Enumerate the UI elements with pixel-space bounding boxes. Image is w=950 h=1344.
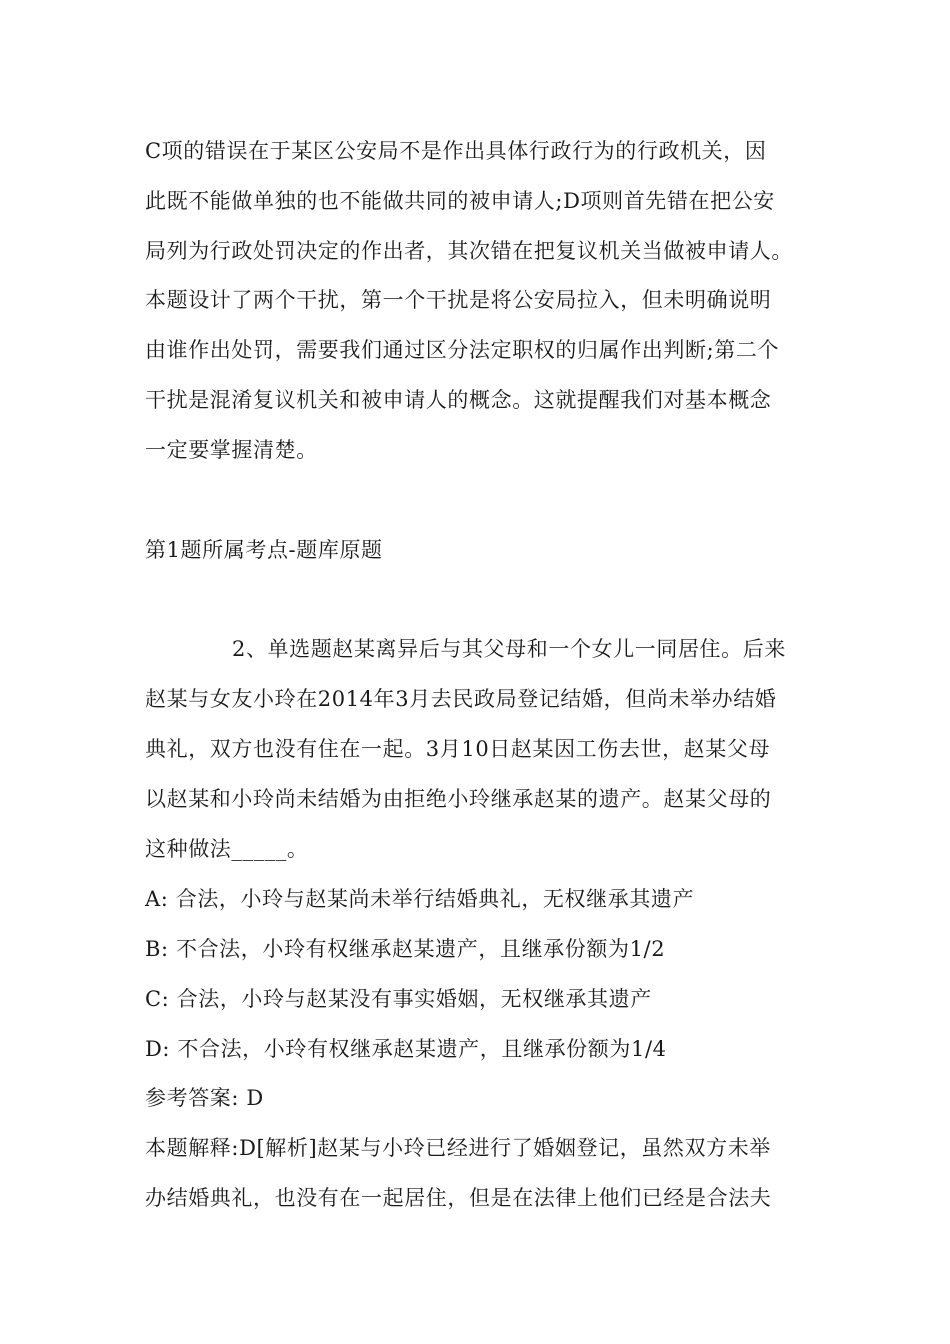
- question-stem-line: 典礼，双方也没有住在一起。3月10日赵某因工伤去世，赵某父母: [145, 737, 771, 761]
- paragraph-line: 局列为行政处罚决定的作出者，其次错在把复议机关当做被申请人。: [145, 239, 793, 263]
- paragraph-line: 由谁作出处罚，需要我们通过区分法定职权的归属作出判断;第二个: [145, 338, 780, 362]
- reference-answer: 参考答案: D: [145, 1086, 264, 1110]
- paragraph-line: 干扰是混淆复议机关和被申请人的概念。这就提醒我们对基本概念: [145, 388, 772, 412]
- paragraph-line: C项的错误在于某区公安局不是作出具体行政行为的行政机关，因: [145, 139, 767, 163]
- question-stem-line: 赵某与女友小玲在2014年3月去民政局登记结婚，但尚未举办结婚: [145, 687, 777, 711]
- knowledge-point-heading: 第1题所属考点-题库原题: [145, 538, 383, 562]
- option-b: B: 不合法，小玲有权继承赵某遗产，且继承份额为1/2: [145, 937, 666, 961]
- paragraph-line: 一定要掌握清楚。: [145, 438, 318, 462]
- explanation-line: 本题解释:D[解析]赵某与小玲已经进行了婚姻登记，虽然双方未举: [145, 1136, 771, 1160]
- question-stem-line: 这种做法_____。: [145, 837, 309, 861]
- explanation-line: 办结婚典礼，也没有在一起居住，但是在法律上他们已经是合法夫: [145, 1186, 772, 1210]
- paragraph-line: 此既不能做单独的也不能做共同的被申请人;D项则首先错在把公安: [145, 189, 775, 213]
- question-stem-line: 2、单选题赵某离异后与其父母和一个女儿一同居住。后来: [232, 637, 786, 661]
- option-c: C: 合法，小玲与赵某没有事实婚姻，无权继承其遗产: [145, 987, 652, 1011]
- paragraph-line: 本题设计了两个干扰，第一个干扰是将公安局拉入，但未明确说明: [145, 288, 772, 312]
- option-a: A: 合法，小玲与赵某尚未举行结婚典礼，无权继承其遗产: [145, 887, 695, 911]
- option-d: D: 不合法，小玲有权继承赵某遗产，且继承份额为1/4: [145, 1037, 667, 1061]
- question-stem-line: 以赵某和小玲尚未结婚为由拒绝小玲继承赵某的遗产。赵某父母的: [145, 787, 772, 811]
